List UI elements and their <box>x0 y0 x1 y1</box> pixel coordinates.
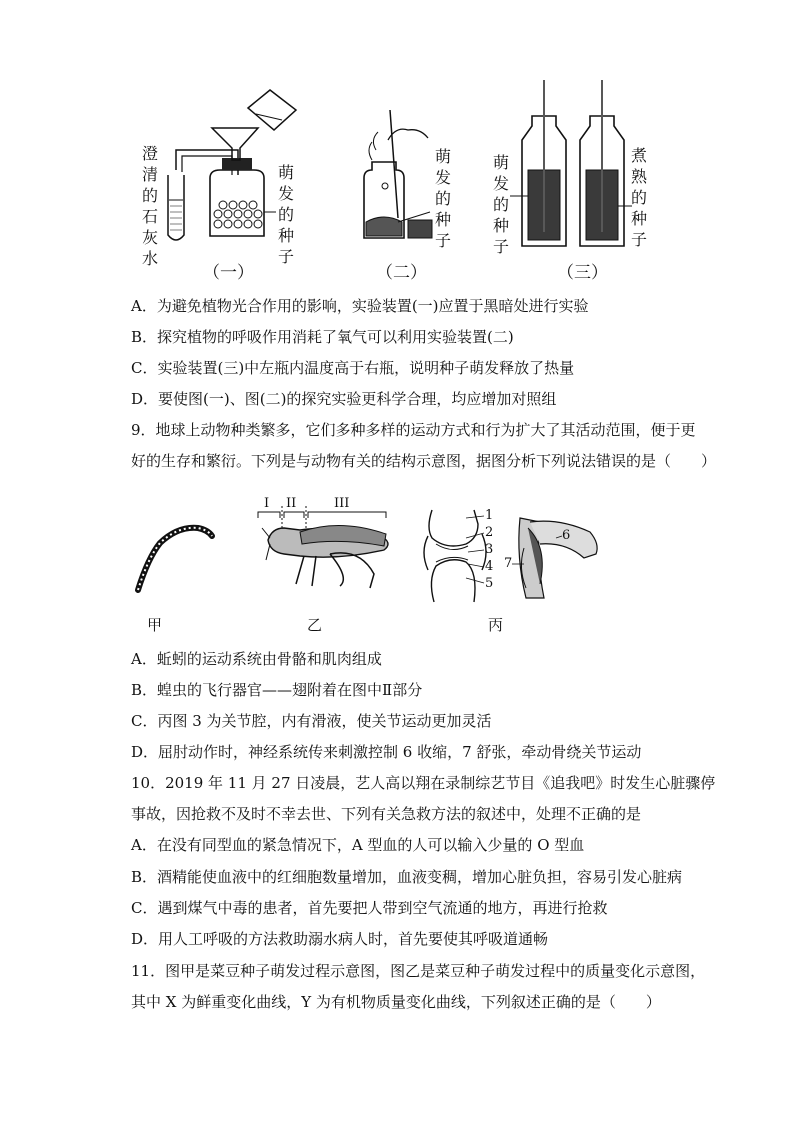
setup-1-caption: （一） <box>203 263 254 283</box>
q10-stem-line-2: 事故，因抢救不及时不幸去世、下列有关急救方法的叙述中，处理不正确的是 <box>131 805 642 823</box>
germinating-seeds-label-2: 萌发的种子 <box>434 147 451 250</box>
q8-option-a: A．为避免植物光合作用的影响，实验装置(一)应置于黑暗处进行实验 <box>131 297 589 315</box>
figure-label-bing: 丙 <box>488 616 504 634</box>
experiment-figure <box>0 0 794 290</box>
setup-3-caption: （三） <box>557 263 608 283</box>
q10-stem-line-1: 10．2019 年 11 月 27 日凌晨，艺人高以翔在录制综艺节目《追我吧》时发生心脏骤停 <box>131 774 716 792</box>
setup-2-caption: （二） <box>376 263 427 283</box>
q10-option-b: B．酒精能使血液中的红细胞数量增加，血液变稠，增加心脏负担，容易引发心脏病 <box>131 868 683 886</box>
arm-number-6: 6 <box>562 528 571 543</box>
q9-option-c: C．丙图 3 为关节腔，内有滑液，使关节运动更加灵活 <box>131 712 492 730</box>
q10-option-d: D．用人工呼吸的方法救助溺水病人时，首先要使其呼吸道通畅 <box>131 930 549 948</box>
joint-number-2: 2 <box>485 525 494 540</box>
segment-label-3: III <box>334 496 350 511</box>
limewater-label: 澄清的石灰水 <box>141 144 158 268</box>
q9-stem-line-2: 好的生存和繁衍。下列是与动物有关的结构示意图，据图分析下列说法错误的是（ ） <box>131 452 717 470</box>
figure-label-yi: 乙 <box>307 616 323 634</box>
q11-stem-line-2: 其中 X 为鲜重变化曲线，Y 为有机物质量变化曲线，下列叙述正确的是（ ） <box>131 993 661 1011</box>
setup-3-drawing <box>0 0 794 290</box>
arm-number-7: 7 <box>504 556 513 571</box>
germinating-seeds-label-3: 萌发的种子 <box>492 153 509 256</box>
figure-label-jia: 甲 <box>147 616 163 634</box>
q10-option-a: A．在没有同型血的紧急情况下，A 型血的人可以输入少量的 O 型血 <box>131 836 585 854</box>
boiled-seeds-label: 煮熟的种子 <box>630 146 647 249</box>
q9-stem-line-1: 9．地球上动物种类繁多，它们多种多样的运动方式和行为扩大了其活动范围，便于更 <box>131 421 696 439</box>
segment-label-2: II <box>286 496 297 511</box>
q11-stem-line-1: 11．图甲是菜豆种子萌发过程示意图，图乙是菜豆种子萌发过程中的质量变化示意图， <box>131 962 706 980</box>
q8-option-c: C．实验装置(三)中左瓶内温度高于右瓶，说明种子萌发释放了热量 <box>131 359 575 377</box>
segment-label-1: I <box>264 496 270 511</box>
joint-number-5: 5 <box>485 576 494 591</box>
q9-option-b: B．蝗虫的飞行器官——翅附着在图中Ⅱ部分 <box>131 681 423 699</box>
q9-option-a: A．蚯蚓的运动系统由骨骼和肌肉组成 <box>131 650 382 668</box>
joint-number-3: 3 <box>485 542 494 557</box>
germinating-seeds-label-1: 萌发的种子 <box>277 163 294 266</box>
joint-number-1: 1 <box>485 508 494 523</box>
animal-structure-figure <box>0 488 794 638</box>
animal-structure-drawing <box>0 488 794 638</box>
q9-option-d: D．屈肘动作时，神经系统传来刺激控制 6 收缩，7 舒张，牵动骨绕关节运动 <box>131 743 642 761</box>
q8-option-b: B．探究植物的呼吸作用消耗了氧气可以利用实验装置(二) <box>131 328 514 346</box>
q10-option-c: C．遇到煤气中毒的患者，首先要把人带到空气流通的地方，再进行抢救 <box>131 899 608 917</box>
joint-number-4: 4 <box>485 559 494 574</box>
q8-option-d: D．要使图(一)、图(二)的探究实验更科学合理，均应增加对照组 <box>131 390 557 408</box>
